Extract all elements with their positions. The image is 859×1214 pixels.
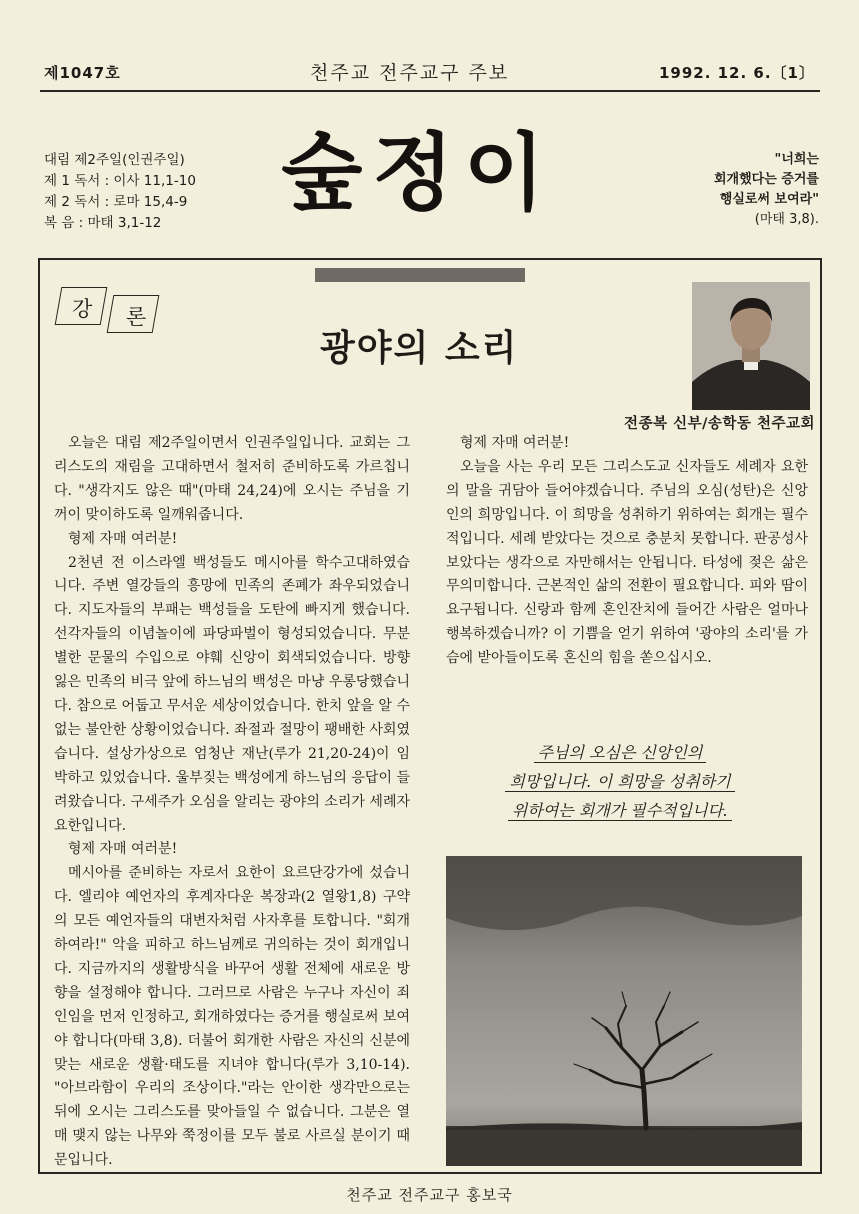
pull-quote-line: 희망입니다. 이 희망을 성취하기 xyxy=(505,772,734,792)
article-paragraph: 2천년 전 이스라엘 백성들도 메시아를 학수고대하였습니다. 주변 열강들의 흥망에 민족의 존폐가 좌우되었습니다. 지도자들의 부패는 백성들을 도탄에 빠지게 했습니다. 선각자들의 이념놀이에 파당파벌이 형성되었습니다. 무분별한 문물의 수입으로 야훼 신앙이 회색되었습니다. 방향 잃은 민족의 비극 앞에 하느님의 백성은 마냥 우롱당했습니다. 참으로 어둡고 무서운 세상이었습니다. 한치 앞을 알 수 없는 불안한 상황이었습니다. 좌절과 절망이 팽배한 사회였습니다. 설상가상으로 엄청난 재난(루가 21,20-24)이 임박하고 있었습니다. 울부짖는 백성에게 하느님의 응답이 들려왔습니다. 구세주가 오심을 알리는 광야의 소리가 세례자 요한입니다. xyxy=(54,554,410,834)
article-paragraph: 형제 자매 여러분! xyxy=(68,530,178,547)
article-paragraph: 형제 자매 여러분! xyxy=(68,841,178,858)
second-reading: 제 2 독서 : 로마 15,4-9 xyxy=(44,194,188,210)
priest-portrait-image xyxy=(692,282,810,410)
decorative-bar xyxy=(315,268,525,282)
issue-date: 1992. 12. 6.〔1〕 xyxy=(658,64,815,82)
article-paragraph: 오늘은 대림 제2주일이면서 인권주일입니다. 교회는 그리스도의 재림을 고대하면서 철저히 준비하도록 가르칩니다. "생각지도 않은 때"(마태 24,24)에 오시는 주님을 기꺼이 맞이하도록 일깨워줍니다. xyxy=(54,435,410,523)
motto-line: 회개했다는 증거를 xyxy=(714,172,819,187)
badge-char: 론 xyxy=(126,305,147,329)
liturgy-readings xyxy=(44,150,196,234)
pull-quote xyxy=(470,738,770,825)
footer-publisher: 천주교 전주교구 홍보국 xyxy=(346,1186,513,1204)
masthead-logo: 숲정이 xyxy=(281,123,555,222)
publication-title: 천주교 전주교구 주보 xyxy=(310,62,510,84)
motto-line: 행실로써 보여라" xyxy=(719,192,819,207)
header-rule xyxy=(40,90,820,92)
article-paragraph: 메시아를 준비하는 자로서 요한이 요르단강가에 섰습니다. 엘리야 예언자의 후계자다운 복장과(2 열왕1,8) 구약의 모든 예언자들의 대변자처럼 사자후를 토합니다. "회개하여라!" 악을 피하고 하느님께로 귀의하는 것이 회개입니다. 지금까지의 생활방식을 바꾸어 생활 전체에 새로운 방향을 설정해야 합니다. 그러므로 사람은 누구나 자신이 죄인임을 먼저 인정하고, 회개하였다는 증거를 행실로써 보여야 합니다(마태 3,8). 더불어 회개한 사람은 자신의 신분에 맞는 새로운 생활·태도를 지녀야 합니다(루가 3,10-14). "아브라함이 우리의 조상이다."라는 안이한 생각만으로는 뒤에 오시는 그리스도를 맞아들일 수 없습니다. 그분은 열매 맺지 않는 나무와 쭉정이를 모두 불로 사르실 분이기 때문입니다. xyxy=(54,865,410,1169)
author-photo xyxy=(692,282,810,410)
bare-tree-image xyxy=(446,856,802,1166)
article-byline: 전종복 신부/송학동 천주교회 xyxy=(624,416,815,432)
article-paragraph: 형제 자매 여러분! xyxy=(460,435,570,451)
pull-quote-line: 주님의 오심은 신앙인의 xyxy=(534,743,707,763)
motto-reference: (마태 3,8). xyxy=(754,212,819,227)
article-column-right xyxy=(446,432,808,671)
section-badge xyxy=(54,287,172,333)
motto-line: "너희는 xyxy=(774,152,819,167)
gospel-reading: 복 음 : 마태 3,1-12 xyxy=(44,215,162,231)
article-headline: 광야의 소리 xyxy=(320,328,519,369)
tree-photo xyxy=(446,856,802,1166)
first-reading: 제 1 독서 : 이사 11,1-10 xyxy=(44,173,196,189)
badge-char: 강 xyxy=(72,297,93,321)
pull-quote-line: 위하여는 회개가 필수적입니다. xyxy=(508,801,732,821)
issue-number: 제1047호 xyxy=(44,64,121,82)
liturgical-day: 대림 제2주일(인권주일) xyxy=(44,152,185,168)
article-column-left xyxy=(54,432,410,1173)
motto-quote xyxy=(669,150,819,230)
article-paragraph: 오늘을 사는 우리 모든 그리스도교 신자들도 세례자 요한의 말을 귀담아 들어야겠습니다. 주님의 오심(성탄)은 신앙인의 희망입니다. 이 희망을 성취하기 위하여는 회개는 필수적입니다. 세례 받았다는 것으로 충분치 못합니다. 판공성사 보았다는 생각으로 자만해서는 안됩니다. 타성에 젖은 삶은 무의미합니다. 근본적인 삶의 전환이 필요합니다. 피와 땀이 요구됩니다. 신랑과 함께 혼인잔치에 들어간 사람은 얼마나 행복하겠습니까? 이 기쁨을 얻기 위하여 '광야의 소리'를 가슴에 받아들이도록 혼신의 힘을 쏟으십시오. xyxy=(446,458,808,667)
